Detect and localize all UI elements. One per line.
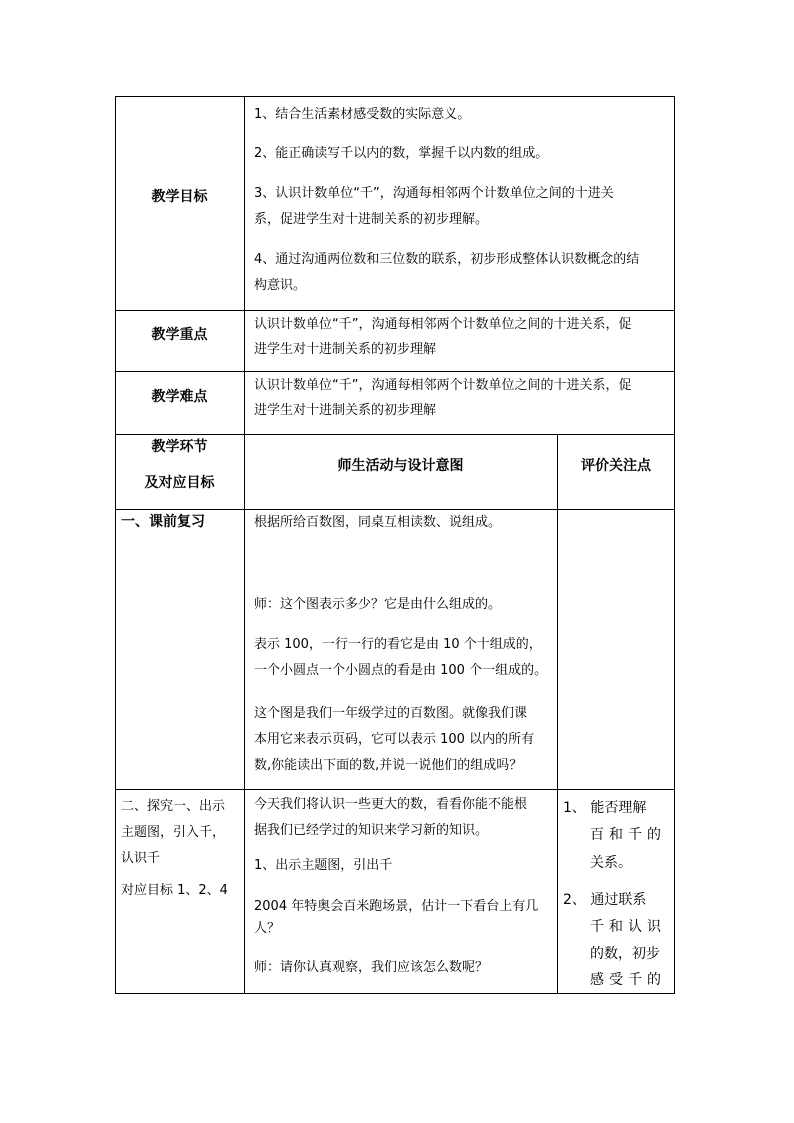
- column-divider: [244, 96, 245, 994]
- section1-line: 这个图是我们一年级学过的百数图。就像我们课: [254, 706, 528, 721]
- section2-line: 1、出示主题图，引出千: [254, 858, 393, 873]
- section1-line: 表示 100，一行一行的看它是由 10 个十组成的，: [254, 637, 542, 652]
- section1-line: 本用它来表示页码，它可以表示 100 以内的所有: [254, 732, 535, 747]
- row-divider: [115, 789, 675, 790]
- row-divider: [115, 310, 675, 311]
- section2-line: 据我们已经学过的知识来学习新的知识。: [254, 823, 489, 838]
- section2-eval-line: 百和千的: [590, 827, 666, 843]
- section1-title: 一、课前复习: [121, 514, 205, 530]
- header-evaluation: 评价关注点: [581, 458, 651, 474]
- goal-item: 4、通过沟通两位数和三位数的联系，初步形成整体认识数概念的结: [254, 252, 640, 267]
- section2-eval-line: 1、 能否理解: [563, 800, 647, 816]
- difficulty-line: 进学生对十进制关系的初步理解: [254, 403, 437, 418]
- section1-line: 一个小圆点一个小圆点的看是由 100 个一组成的。: [254, 663, 548, 678]
- section1-line: 师：这个图表示多少？它是由什么组成的。: [254, 597, 502, 612]
- key-line: 认识计数单位“千”，沟通每相邻两个计数单位之间的十进关系，促: [254, 317, 632, 332]
- section2-eval-line: 千和认识: [590, 919, 666, 935]
- goal-item: 1、结合生活素材感受数的实际意义。: [254, 107, 471, 122]
- goal-item: 3、认识计数单位“千”，沟通每相邻两个计数单位之间的十进关: [254, 186, 614, 201]
- column-divider: [557, 434, 558, 994]
- section1-line: 根据所给百数图，同桌互相读数、说组成。: [254, 515, 502, 530]
- header-stage-line2: 及对应目标: [144, 475, 215, 491]
- section2-eval-line: 的数，初步: [590, 946, 660, 962]
- section2-target: 对应目标 1、2、4: [121, 883, 228, 898]
- section2-line: 2004 年特奥会百米跑场景，估计一下看台上有几: [254, 899, 539, 914]
- section2-line: 人？: [254, 921, 281, 936]
- difficulty-line: 认识计数单位“千”，沟通每相邻两个计数单位之间的十进关系，促: [254, 378, 632, 393]
- header-activity: 师生活动与设计意图: [337, 458, 464, 474]
- section2-eval-line: 关系。: [590, 855, 632, 871]
- section2-eval-line: 2、 通过联系: [563, 892, 647, 908]
- goals-label: 教学目标: [151, 189, 208, 205]
- row-divider: [115, 371, 675, 372]
- section2-eval-line: 感受千的: [590, 972, 666, 988]
- key-label: 教学重点: [151, 327, 208, 343]
- goal-item: 构意识。: [254, 278, 307, 293]
- key-line: 进学生对十进制关系的初步理解: [254, 342, 437, 357]
- section2-title-line: 主题图，引入千，: [121, 825, 226, 840]
- goal-item: 2、能正确读写千以内的数，掌握千以内数的组成。: [254, 146, 549, 161]
- section2-title-line: 二、探究一、出示: [121, 799, 226, 814]
- section1-line: 数,你能读出下面的数,并说一说他们的组成吗？: [254, 758, 523, 773]
- difficulty-label: 教学难点: [151, 389, 208, 405]
- section2-line: 今天我们将认识一些更大的数，看看你能不能根: [254, 797, 528, 812]
- goal-item: 系，促进学生对十进制关系的初步理解。: [254, 212, 489, 227]
- header-stage-line1: 教学环节: [151, 439, 208, 455]
- section2-line: 师：请你认真观察，我们应该怎么数呢？: [254, 960, 489, 975]
- section2-title-line: 认识千: [121, 851, 161, 866]
